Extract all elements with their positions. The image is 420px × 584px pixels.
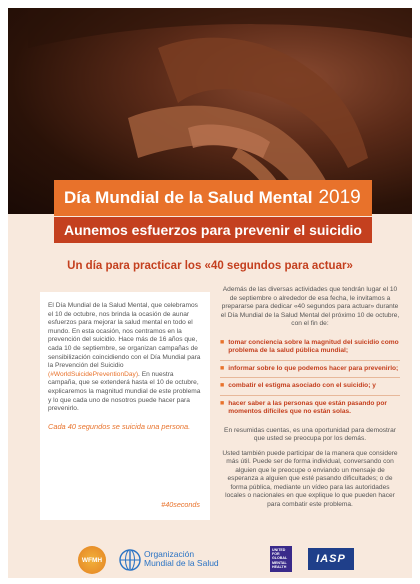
bullet-item [220, 361, 400, 379]
bullet-text: combatir el estigma asociado con el suicidio; y [228, 382, 376, 389]
bullet-text: informar sobre lo que podemos hacer para prevenirlo; [228, 364, 399, 372]
bullet-item [220, 335, 400, 361]
wfmh-logo [78, 546, 106, 574]
subtitle-band [54, 217, 372, 243]
quote-text: Cada 40 segundos se suicida una persona. [48, 421, 191, 431]
bullet-text: hacer saber a las personas que están pasando por momentos difíciles que no están solas. [228, 399, 387, 415]
bullet-dot-icon: ■ [220, 338, 225, 346]
bullet-dot-icon: ■ [220, 382, 225, 389]
united-gmh-logo [270, 546, 292, 572]
summary-paragraph: En resumidas cuentas, es una oportunidad para demostrar que usted se preocupa por los demás. [224, 426, 396, 442]
page-subtitle: Aunemos esfuerzos para prevenir el suicidio [64, 222, 362, 238]
bullet-text: tomar conciencia sobre la magnitud del suicidio como problema de la salud pública mundial; [228, 338, 399, 354]
intro-text-1: El Día Mundial de la Salud Mental, que celebramos el 10 de octubre, nos brinda la ocasión de aunar esfuerzos para mejorar la salud mental en todo el mundo. En esta ocasión, nos centramos en la prevención del suicidio. Hace más de 16 años que, cada 10 de septiembre, se organizan campañas de sensibilización coincidiendo con el Día Mundial para la Prevención del Suicidio [48, 302, 201, 370]
who-line-1: Organización [144, 549, 195, 559]
united-gmh-text: UNITED FOR GLOBAL MENTAL HEALTH [272, 548, 288, 569]
participation-paragraph: Usted también puede participar de la manera que considere más útil. Puede ser de forma individual, conversando con alguien que le preocupe o enviando un mensaje de esperanza a alguien que esté pasando dificultades; o de forma pública, mediante un vídeo para las autoridades locales o nacionales en que explique lo que pueden hacer para combatir este problema. [222, 449, 398, 508]
bullet-item [220, 378, 400, 396]
wfmh-logo-text: WFMH [81, 556, 103, 564]
title-year: 2019 [318, 187, 361, 208]
iasp-logo [308, 548, 354, 570]
iasp-logo-text: IASP [316, 553, 346, 565]
bullet-item [220, 396, 400, 421]
who-logo-text [144, 550, 219, 568]
who-emblem-icon [118, 548, 142, 572]
logo-bar [8, 538, 412, 578]
inline-hashtag: (#WorldSuicidePreventionDay) [48, 370, 139, 378]
title-band [54, 180, 372, 216]
right-intro: Además de las diversas actividades que tendrán lugar el 10 de septiembre o alrededor de esa fecha, le invitamos a prepararse para dedicar «40 segundos para actuar» durante el Día Mundial de la Salud Mental del próximo 10 de octubre, con el fin de: [220, 286, 400, 327]
intro-text-2: . En nuestra campaña, que se extenderá hasta el 10 de octubre, explicaremos la magnitud mundial de este problema y lo que cada uno de nosotros puede hacer para prevenirlo. [48, 370, 201, 413]
right-column [220, 286, 400, 509]
hashtag-label: #40seconds [161, 500, 200, 510]
intro-box [40, 292, 210, 520]
bullet-list [220, 335, 400, 421]
page-title: Día Mundial de la Salud Mental [64, 188, 313, 207]
intro-paragraph [48, 302, 202, 414]
tagline: Un día para practicar los «40 segundos para actuar» [67, 260, 353, 272]
bullet-dot-icon: ■ [220, 364, 225, 372]
poster-page [8, 8, 412, 578]
bullet-dot-icon: ■ [220, 399, 225, 407]
who-line-2: Mundial de la Salud [144, 558, 219, 568]
